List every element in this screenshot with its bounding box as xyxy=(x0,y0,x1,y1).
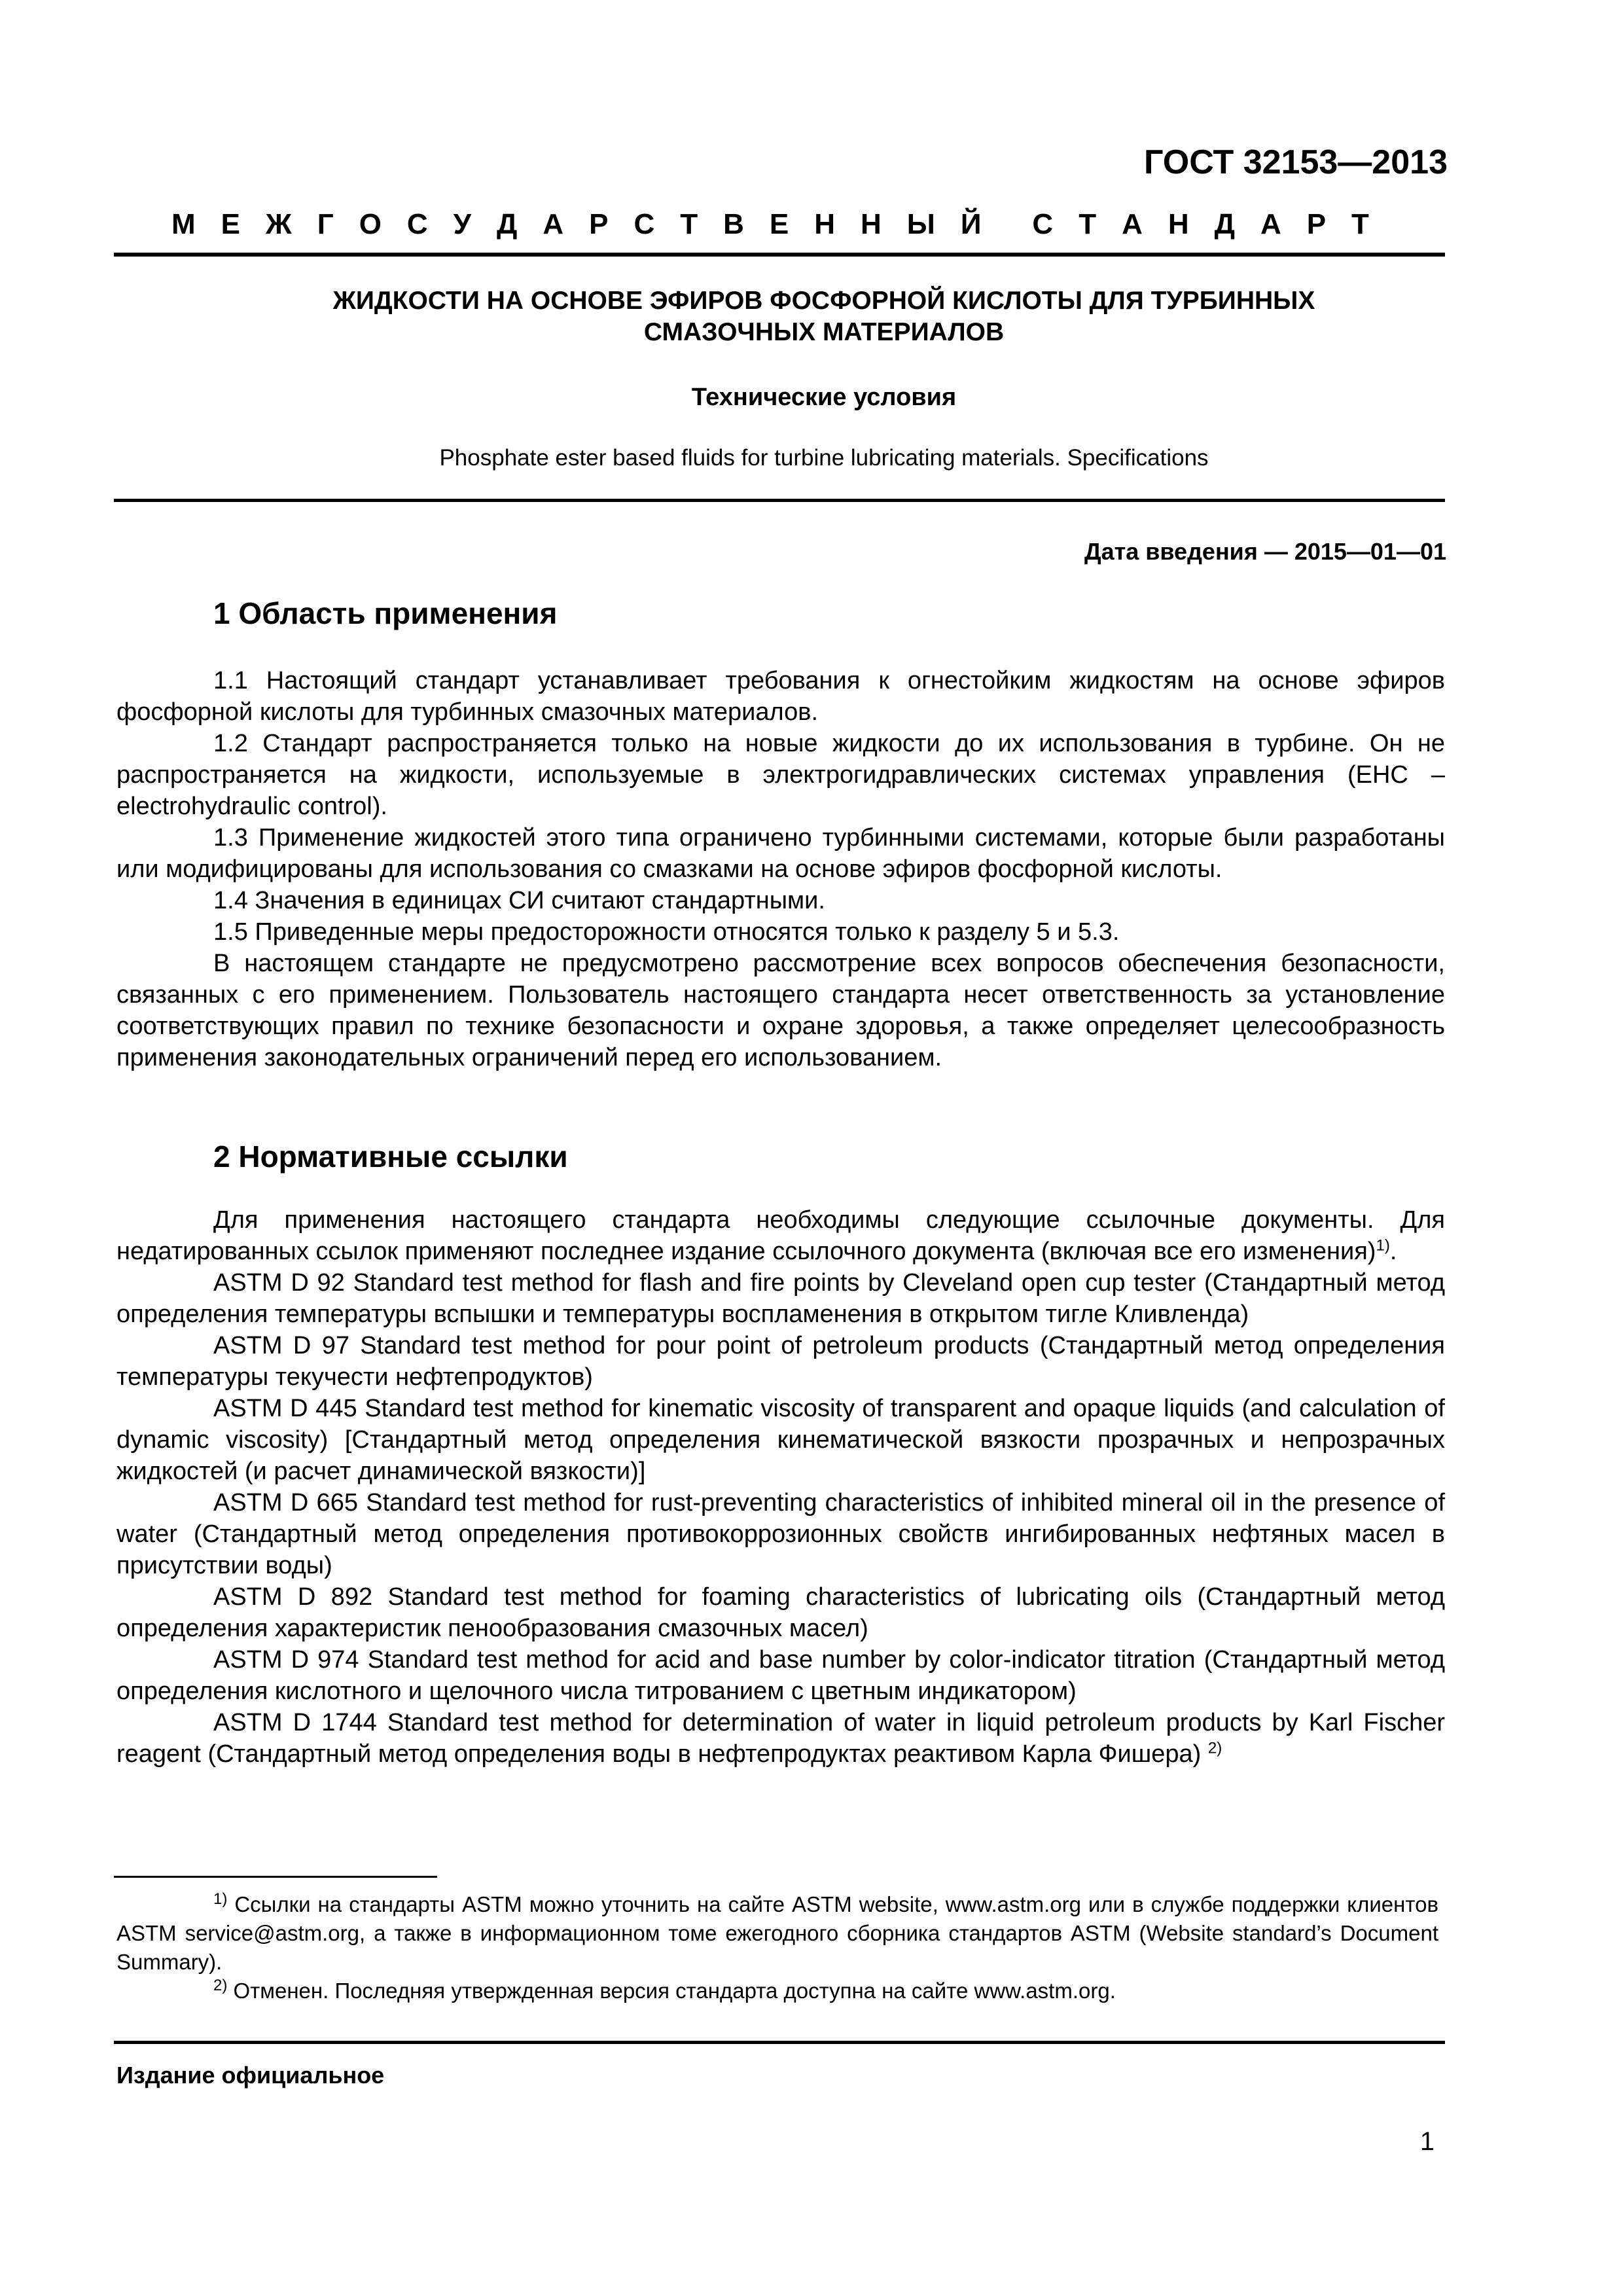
reference-item: ASTM D 974 Standard test method for acid and base number by color-indicator titration (Стандартный метод определения кислотного и щелочного числа титрованием с цветным индикатором) xyxy=(116,1646,1445,1705)
heading-letter: Е xyxy=(769,208,789,240)
title-line-1: ЖИДКОСТИ НА ОСНОВЕ ЭФИРОВ ФОСФОРНОЙ КИСЛОТЫ ДЛЯ ТУРБИННЫХ xyxy=(332,287,1315,315)
footnote-mark: 1) xyxy=(213,1890,228,1908)
reference-item: ASTM D 665 Standard test method for rust-preventing characteristics of inhibited mineral oil in the presence of water (Стандартный метод определения противокоррозионных свойств ингибированных нефтяных масел в присутствии воды) xyxy=(116,1489,1445,1579)
title-line-2: СМАЗОЧНЫХ МАТЕРИАЛОВ xyxy=(643,318,1005,346)
heading-letter: У xyxy=(453,208,472,240)
paragraph: 1.3 Применение жидкостей этого типа ограничено турбинными системами, которые были разработаны или модифицированы для использования со смазками на основе эфиров фосфорной кислоты. xyxy=(116,824,1445,883)
heading-letter: М xyxy=(171,208,196,240)
document-title xyxy=(114,285,1534,348)
page-number: 1 xyxy=(1419,2127,1435,2156)
bottom-divider xyxy=(114,2041,1445,2044)
paragraph xyxy=(116,1204,1445,1267)
footnote-text: Ссылки на стандарты ASTM можно уточнить на сайте ASTM website, www.astm.org или в службе поддержки клиентов ASTM service@astm.org, а также в информационном томе ежегодного сборника стандартов ASTM (Website standard’s Document Summary). xyxy=(116,1892,1438,1974)
edition-label: Издание официальное xyxy=(116,2062,385,2089)
heading-letter: С xyxy=(406,208,428,240)
heading-letter: Р xyxy=(589,208,609,240)
footnote xyxy=(116,1977,1438,2005)
section-2-heading: 2 Нормативные ссылки xyxy=(213,1139,568,1174)
english-title: Phosphate ester based fluids for turbine lubricating materials. Specifications xyxy=(439,445,1209,471)
section-2-intro: Для применения настоящего стандарта необходимы следующие ссылочные документы. Для недатированных ссылок применяют последнее издание ссылочного документа (включая все его изменения) xyxy=(116,1206,1445,1265)
heading-letter: С xyxy=(1032,208,1054,240)
reference-item: ASTM D 445 Standard test method for kinematic viscosity of transparent and opaque liquids (and calculation of dynamic viscosity) [Стандартный метод определения кинематической вязкости прозрачных и непрозрачных жидкостей (и расчет динамической вязкости)] xyxy=(116,1395,1445,1485)
heading-letter: Г xyxy=(317,208,334,240)
heading-letter: Д xyxy=(1214,208,1235,240)
footnote-ref-1: 1) xyxy=(1376,1236,1390,1255)
paragraph: В настоящем стандарте не предусмотрено рассмотрение всех вопросов обеспечения безопасности, связанных с его применением. Пользователь настоящего стандарта несет ответственность за установление соответствующих правил по технике безопасности и охране здоровья, а также определяет целесообразность применения законодательных ограничений перед его использованием. xyxy=(116,950,1445,1071)
reference-item xyxy=(116,1707,1445,1770)
section-1-heading: 1 Область применения xyxy=(213,596,558,630)
heading-letter: Р xyxy=(1306,208,1327,240)
footnote-ref-2: 2) xyxy=(1207,1739,1222,1757)
introduction-date: Дата введения — 2015—01—01 xyxy=(1084,538,1446,565)
top-divider xyxy=(114,253,1445,257)
footnote-separator xyxy=(114,1876,437,1878)
reference-item: ASTM D 92 Standard test method for flash and fire points by Cleveland open cup tester (Стандартный метод определения температуры вспышки и температуры воспламенения в открытом тигле Кливленда) xyxy=(116,1269,1445,1328)
paragraph: 1.4 Значения в единицах СИ считают стандартными. xyxy=(213,887,825,914)
heading-letter: А xyxy=(1122,208,1143,240)
section-2-body xyxy=(116,1204,1445,1770)
heading-letter: Е xyxy=(221,208,240,240)
heading-letter: Й xyxy=(960,208,982,240)
heading-letter: О xyxy=(359,208,382,240)
heading-letter: В xyxy=(723,208,744,240)
heading-letter: Д xyxy=(497,208,518,240)
paragraph: 1.1 Настоящий стандарт устанавливает требования к огнестойким жидкостям на основе эфиров фосфорной кислоты для турбинных смазочных материалов. xyxy=(116,667,1445,726)
gost-number: ГОСТ 32153—2013 xyxy=(1144,143,1448,181)
intro-end: . xyxy=(1389,1238,1397,1265)
reference-item: ASTM D 97 Standard test method for pour point of petroleum products (Стандартный метод определения температуры текучести нефтепродуктов) xyxy=(116,1332,1445,1391)
heading-letter: А xyxy=(1260,208,1281,240)
heading-letter: Ы xyxy=(906,208,935,240)
heading-letter: Т xyxy=(1351,208,1369,240)
heading-letter: С xyxy=(633,208,655,240)
interstate-standard-heading xyxy=(171,208,1369,241)
heading-letter: Н xyxy=(861,208,882,240)
heading-letter: Н xyxy=(814,208,836,240)
paragraph: 1.5 Приведенные меры предосторожности относятся только к разделу 5 и 5.3. xyxy=(213,918,1120,946)
footnote xyxy=(116,1890,1438,1977)
heading-letter: А xyxy=(543,208,564,240)
heading-letter: Т xyxy=(1079,208,1097,240)
heading-letter: Н xyxy=(1168,208,1189,240)
footnote-mark: 2) xyxy=(213,1977,228,1994)
footnotes xyxy=(116,1890,1438,2005)
heading-letter: Т xyxy=(680,208,698,240)
document-subtitle: Технические условия xyxy=(691,384,957,411)
heading-letter: Ж xyxy=(265,208,292,240)
section-1-body xyxy=(116,665,1445,1073)
footnote-text: Отменен. Последняя утвержденная версия стандарта доступна на сайте www.astm.org. xyxy=(227,1979,1116,2003)
last-reference-text: ASTM D 1744 Standard test method for determination of water in liquid petroleum products by Karl Fischer reagent (Стандартный метод определения воды в нефтепродуктах реактивом Карла Фишера) xyxy=(116,1709,1445,1768)
title-divider xyxy=(114,499,1445,502)
reference-item: ASTM D 892 Standard test method for foaming characteristics of lubricating oils (Стандартный метод определения характеристик пенообразования смазочных масел) xyxy=(116,1583,1445,1642)
paragraph: 1.2 Стандарт распространяется только на новые жидкости до их использования в турбине. Он не распространяется на жидкости, используемые в электрогидравлических системах управления (EHC – electrohydraulic control). xyxy=(116,730,1445,820)
